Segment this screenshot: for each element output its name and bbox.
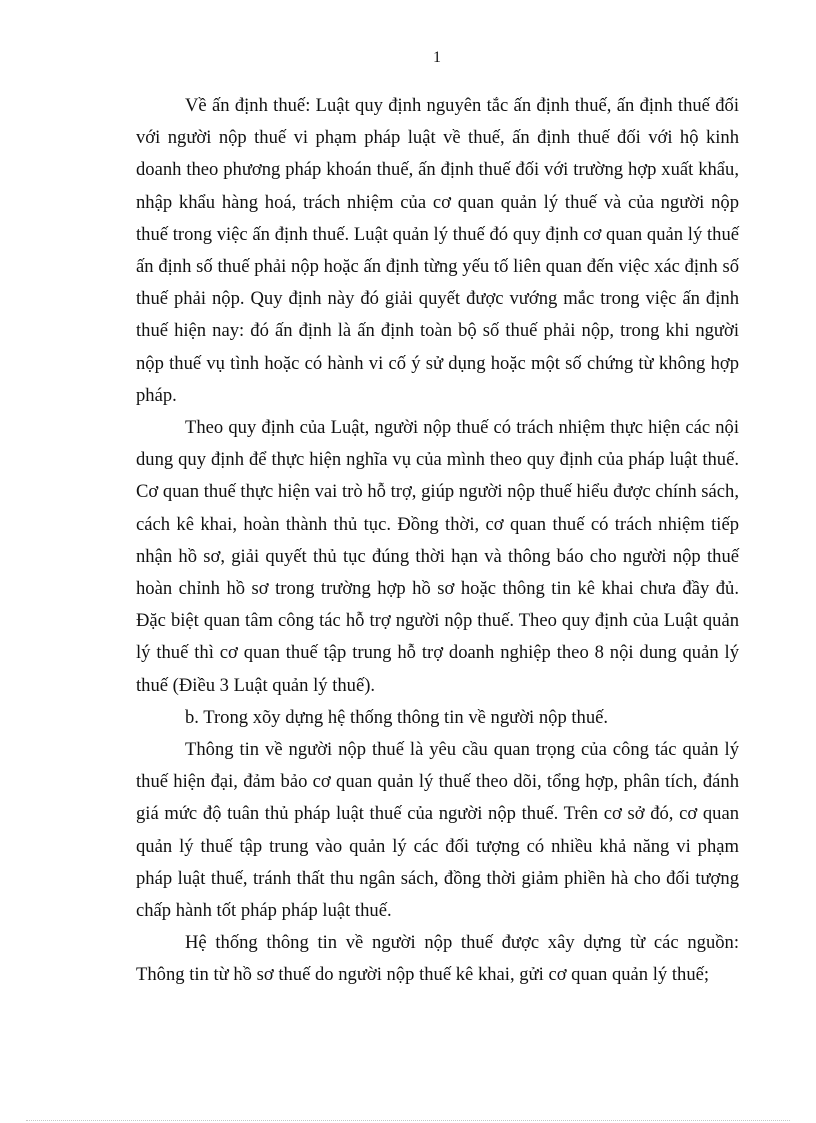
paragraph-section-heading-b: b. Trong xõy dựng hệ thống thông tin về người nộp thuế. xyxy=(185,706,609,728)
page-number: 1 xyxy=(433,49,441,66)
paragraph-tax-assessment: Về ấn định thuế: Luật quy định nguyên tắc ấn định thuế, ấn định thuế đối với người nộp thuế vi phạm pháp luật về thuế, ấn định thuế đối với hộ kinh doanh theo phương pháp khoán thuế, ấn định thuế đối với trường hợp xuất khẩu, nhập khẩu hàng hoá, trách nhiệm của cơ quan quản lý thuế và của người nộp thuế trong việc ấn định thuế. Luật quản lý thuế đó quy định cơ quan quản lý thuế ấn định số thuế phải nộp hoặc ấn định từng yếu tố liên quan đến việc xác định số thuế phải nộp. Quy định này đó giải quyết được vướng mắc trong việc ấn định thuế hiện nay: đó ấn định là ấn định toàn bộ số thuế phải nộp, trong khi người nộp thuế vụ tình hoặc có hành vi cố ý sử dụng hoặc một số chứng từ không hợp pháp. xyxy=(136,95,739,406)
page-bottom-divider xyxy=(26,1120,790,1121)
document-body xyxy=(136,90,739,992)
paragraph-taxpayer-responsibility: Theo quy định của Luật, người nộp thuế có trách nhiệm thực hiện các nội dung quy định để thực hiện nghĩa vụ của mình theo quy định của pháp luật thuế. Cơ quan thuế thực hiện vai trò hỗ trợ, giúp người nộp thuế hiểu được chính sách, cách kê khai, hoàn thành thủ tục. Đồng thời, cơ quan thuế có trách nhiệm tiếp nhận hồ sơ, giải quyết thủ tục đúng thời hạn và thông báo cho người nộp thuế hoàn chỉnh hồ sơ trong trường hợp hồ sơ hoặc thông tin kê khai chưa đầy đủ. Đặc biệt quan tâm công tác hỗ trợ người nộp thuế. Theo quy định của Luật quản lý thuế thì cơ quan thuế tập trung hỗ trợ doanh nghiệp theo 8 nội dung quản lý thuế (Điều 3 Luật quản lý thuế). xyxy=(136,417,739,696)
paragraph-taxpayer-information: Thông tin về người nộp thuế là yêu cầu quan trọng của công tác quản lý thuế hiện đại, đảm bảo cơ quan quản lý thuế theo dõi, tổng hợp, phân tích, đánh giá mức độ tuân thủ pháp luật thuế của người nộp thuế. Trên cơ sở đó, cơ quan quản lý thuế tập trung vào quản lý các đối tượng có nhiều khả năng vi phạm pháp luật thuế, tránh thất thu ngân sách, đồng thời giảm phiền hà cho đối tượng chấp hành tốt pháp pháp luật thuế. xyxy=(136,739,739,922)
paragraph-information-sources: Hệ thống thông tin về người nộp thuế được xây dựng từ các nguồn: Thông tin từ hồ sơ thuế do người nộp thuế kê khai, gửi cơ quan quản lý thuế; xyxy=(136,932,739,986)
